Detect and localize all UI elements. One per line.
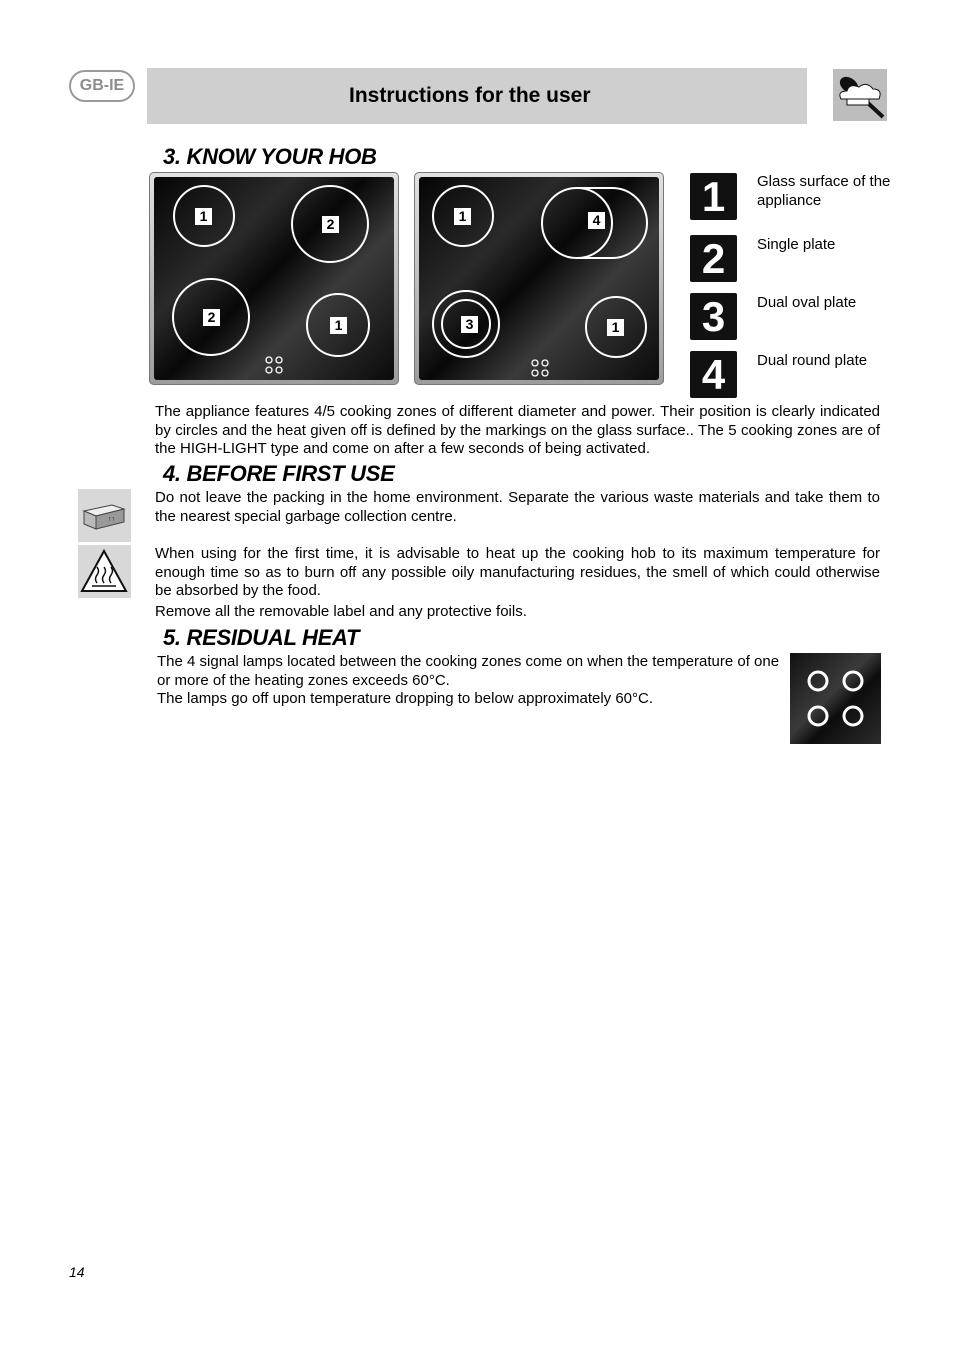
legend-text: Glass surface of the appliance bbox=[757, 173, 891, 209]
signal-lamps-icon bbox=[790, 653, 881, 744]
packing-paragraph: Do not leave the packing in the home environment. Separate the various waste materials and take them to the nearest special garbage collection centre. bbox=[155, 489, 880, 525]
page-number: 14 bbox=[69, 1264, 85, 1280]
zone-label: 1 bbox=[607, 319, 624, 336]
legend-text: Dual oval plate bbox=[757, 294, 857, 311]
page-title: Instructions for the user bbox=[349, 84, 591, 107]
hob-diagram-5-zone bbox=[414, 172, 664, 385]
zone-label: 4 bbox=[588, 212, 605, 229]
legend-number: 2 bbox=[690, 235, 737, 282]
zone-label: 2 bbox=[322, 216, 339, 233]
zone-label: 2 bbox=[203, 309, 220, 326]
first-use-paragraph: When using for the first time, it is advisable to heat up the cooking hob to its maximum temperature for enough time so as to burn off any possible oily manufacturing residues, the smell of which could otherwise be absorbed by the food. bbox=[155, 545, 880, 599]
residual-heat-line2: The lamps go off upon temperature dropping to below approximately 60°C. bbox=[157, 690, 654, 707]
legend-number: 3 bbox=[690, 293, 737, 340]
know-your-hob-paragraph: The appliance features 4/5 cooking zones of different diameter and power. Their position is clearly indicated by circles and the heat given off is defined by the markings on the glass surface.. The 5 cooking zones are of the HIGH-LIGHT type and come on after a few seconds of being activated. bbox=[155, 403, 880, 457]
section-heading-know-your-hob: 3. KNOW YOUR HOB bbox=[163, 144, 377, 169]
hob-diagram-4-zone bbox=[149, 172, 399, 385]
zone-label: 3 bbox=[461, 316, 478, 333]
region-badge: GB-IE bbox=[69, 70, 135, 102]
section-heading-residual-heat: 5. RESIDUAL HEAT bbox=[163, 625, 360, 650]
hot-surface-warning-icon bbox=[78, 545, 131, 598]
legend-text: Single plate bbox=[757, 236, 836, 253]
zone-label: 1 bbox=[330, 317, 347, 334]
zone-label: 1 bbox=[195, 208, 212, 225]
svg-text:↑↑: ↑↑ bbox=[108, 516, 115, 523]
zone-label: 1 bbox=[454, 208, 471, 225]
legend-number: 1 bbox=[690, 173, 737, 220]
remove-labels-paragraph: Remove all the removable label and any protective foils. bbox=[155, 603, 527, 620]
chef-hat-spoon-icon bbox=[833, 69, 887, 121]
packing-box-icon bbox=[78, 489, 131, 542]
section-heading-before-first-use: 4. BEFORE FIRST USE bbox=[163, 461, 395, 486]
residual-heat-line1: The 4 signal lamps located between the cooking zones come on when the temperature of one or more of the heating zones exceeds 60°C. bbox=[157, 653, 780, 689]
legend-number: 4 bbox=[690, 351, 737, 398]
legend-text: Dual round plate bbox=[757, 352, 868, 369]
